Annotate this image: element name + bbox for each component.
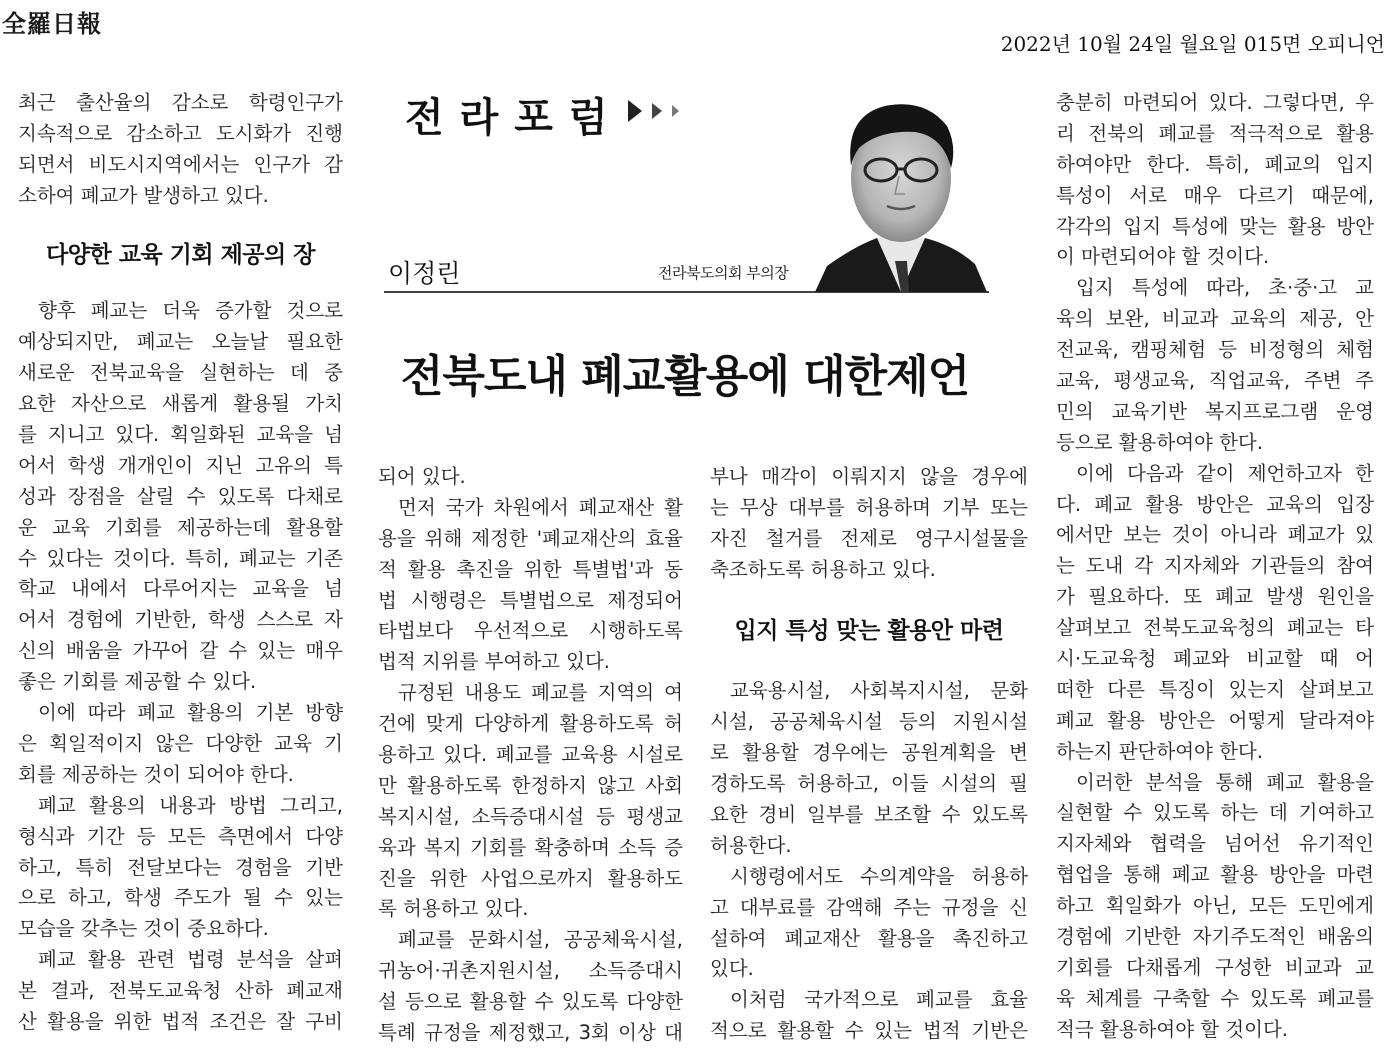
newspaper-masthead: 全羅日報 — [2, 10, 102, 38]
text-line: 타법보다 우선적으로 시행하도록 — [378, 619, 683, 643]
text-line: 적극 활용하여야 할 것이다. — [1056, 1017, 1289, 1041]
article-column-1 — [18, 88, 343, 1038]
text-line: 시·도교육청 폐교와 비교할 때 어 — [1056, 647, 1374, 671]
text-line: 산 활용을 위한 법적 조건은 잘 구비 — [18, 1009, 343, 1033]
article-column-3 — [710, 462, 1028, 1047]
text-line: 교육, 평생교육, 직업교육, 주변 주 — [1056, 369, 1374, 393]
section-title: 전라포럼 — [405, 95, 624, 141]
author-name: 이정린 — [388, 259, 461, 288]
text-line: 하고 획일화가 아닌, 모든 도민에게 — [1056, 894, 1374, 918]
text-line: 는 도내 각 지자체와 기관들의 참여 — [1056, 554, 1374, 578]
section-subhead: 입지 특성 맞는 활용안 마련 — [734, 617, 1004, 644]
text-line: 은 획일적이지 않은 다양한 교육 기 — [18, 731, 343, 755]
text-line: 를 지니고 있다. 획일화된 교육을 넘 — [18, 423, 343, 447]
text-line: 에서만 보는 것이 아니라 폐교가 있 — [1056, 523, 1374, 547]
section-subhead: 다양한 교육 기회 제공의 장 — [46, 241, 315, 268]
article-column-2 — [378, 462, 683, 1049]
text-line: 성과 장점을 살릴 수 있도록 다채로 — [18, 484, 343, 508]
text-line: 지자체와 협력을 넘어선 유기적인 — [1056, 832, 1374, 856]
text-line: 시설, 공공체육시설 등의 지원시설 — [710, 710, 1028, 734]
text-line: 교육용시설, 사회복지시설, 문화 — [730, 679, 1028, 703]
text-line: 되어 있다. — [378, 465, 466, 488]
text-line: 육의 보완, 비교과 교육의 제공, 안 — [1056, 307, 1374, 331]
issue-dateline: 2022년 10월 24일 월요일 015면 오피니언 — [1000, 32, 1385, 56]
text-line: 새로운 전북교육을 실현하는 데 중 — [18, 361, 343, 385]
text-line: 설하여 폐교재산 활용을 촉진하고 — [710, 926, 1028, 950]
text-line: 는 무상 대부를 허용하며 기부 또는 — [710, 495, 1028, 519]
text-line: 허용한다. — [710, 833, 792, 857]
text-line: 고 대부료를 감액해 주는 규정을 신 — [710, 895, 1028, 919]
text-line: 가 필요하다. 또 폐교 발생 원인을 — [1056, 585, 1374, 609]
text-line: 요한 경비 일부를 보조할 수 있도록 — [710, 803, 1028, 827]
text-line: 다. 폐교 활용 방안은 교육의 입장 — [1056, 492, 1374, 516]
author-portrait-photo — [815, 96, 987, 292]
text-line: 시행령에서도 수의계약을 허용하 — [730, 864, 1028, 888]
text-line: 요한 자산으로 새롭게 활용될 가치 — [18, 392, 343, 416]
text-line: 경험에 기반한 자기주도적인 배움의 — [1056, 925, 1374, 949]
text-line: 전교육, 캠핑체험 등 비정형의 체험 — [1056, 338, 1374, 362]
text-line: 소하여 폐교가 발생하고 있다. — [18, 183, 269, 207]
text-line: 복지시설, 소득증대시설 등 평생교 — [378, 804, 683, 828]
section-arrows-icon — [628, 100, 679, 122]
text-line: 축조하도록 허용하고 있다. — [710, 557, 936, 581]
text-line: 진을 위한 사업으로까지 활용하도 — [378, 866, 683, 890]
text-line: 모습을 갖추는 것이 중요하다. — [18, 917, 269, 941]
text-line: 먼저 국가 차원에서 폐교재산 활 — [398, 495, 683, 519]
text-line: 협업을 통해 폐교 활용 방안을 마련 — [1056, 863, 1374, 887]
text-line: 적 활용 촉진을 위한 특별법'과 동 — [378, 557, 683, 581]
text-line: 법 시행령은 특별법으로 제정되어 — [378, 588, 683, 612]
text-line: 이에 다음과 같이 제언하고자 한 — [1076, 461, 1374, 485]
text-line: 경하도록 허용하고, 이들 시설의 필 — [710, 772, 1028, 796]
text-line: 최근 출산율의 감소로 학령인구가 — [18, 91, 343, 114]
text-line: 지속적으로 감소하고 도시화가 진행 — [18, 121, 343, 145]
text-line: 실현할 수 있도록 하는 데 기여하고 — [1056, 801, 1374, 825]
text-line: 특례 규정을 제정했고, 3회 이상 대 — [378, 1021, 683, 1045]
text-line: 폐교 활용 방안은 어떻게 달라져야 — [1056, 708, 1374, 732]
text-line: 형식과 기간 등 모든 측면에서 다양 — [18, 824, 343, 848]
text-line: 자진 철거를 전제로 영구시설물을 — [710, 526, 1028, 550]
text-line: 설 등으로 활용할 수 있도록 다양한 — [378, 990, 683, 1014]
text-line: 운 교육 기회를 제공하는데 활용할 — [18, 515, 343, 539]
text-line: 회를 제공하는 것이 되어야 한다. — [18, 762, 294, 786]
text-line: 되면서 비도시지역에서는 인구가 감 — [18, 152, 343, 176]
text-line: 적으로 활용할 수 있는 법적 기반은 — [710, 1019, 1028, 1043]
text-line: 하는지 판단하여야 한다. — [1056, 739, 1263, 763]
text-line: 각각의 입지 특성에 맞는 활용 방안 — [1056, 214, 1374, 238]
text-line: 충분히 마련되어 있다. 그렇다면, 우 — [1056, 91, 1374, 114]
text-line: 살펴보고 전북도교육청의 폐교는 타 — [1056, 616, 1374, 640]
text-line: 용을 위해 제정한 '폐교재산의 효율 — [378, 526, 683, 550]
text-line: 으로 하고, 학생 주도가 될 수 있는 — [18, 886, 343, 910]
text-line: 있다. — [710, 957, 754, 981]
text-line: 기회를 다채롭게 구성한 비교과 교 — [1056, 955, 1374, 979]
text-line: 향후 폐교는 더욱 증가할 것으로 — [38, 299, 343, 323]
text-line: 특성이 서로 매우 다르기 때문에, — [1056, 183, 1374, 207]
text-line: 폐교를 문화시설, 공공체육시설, — [398, 928, 683, 952]
text-line: 학교 내에서 다루어지는 교육을 넘 — [18, 577, 343, 601]
text-line: 로 활용할 경우에는 공원계획을 변 — [710, 741, 1028, 765]
text-line: 어서 경험에 기반한, 학생 스스로 자 — [18, 608, 343, 632]
text-line: 리 전북의 폐교를 적극적으로 활용 — [1056, 121, 1374, 145]
text-line: 입지 특성에 따라, 초·중·고 교 — [1076, 276, 1374, 300]
text-line: 좋은 기회를 제공할 수 있다. — [18, 670, 257, 694]
text-line: 이러한 분석을 통해 폐교 활용을 — [1076, 770, 1374, 794]
text-line: 신의 배움을 가꾸어 갈 수 있는 매우 — [18, 639, 343, 663]
text-line: 록 허용하고 있다. — [378, 897, 529, 921]
text-line: 이 마련되어야 할 것이다. — [1056, 245, 1270, 269]
text-line: 떠한 다른 특징이 있는지 살펴보고 — [1056, 677, 1374, 701]
text-line: 이처럼 국가적으로 폐교를 효율 — [730, 988, 1028, 1012]
text-line: 이에 따라 폐교 활용의 기본 방향 — [38, 701, 343, 725]
text-line: 건에 맞게 다양하게 활용하도록 허 — [378, 712, 683, 736]
text-line: 법적 지위를 부여하고 있다. — [378, 650, 611, 674]
text-line: 본 결과, 전북도교육청 산하 폐교재 — [18, 979, 343, 1003]
text-line: 규정된 내용도 폐교를 지역의 여 — [398, 681, 683, 705]
text-line: 만 활용하도록 한정하지 않고 사회 — [378, 773, 683, 797]
text-line: 하고, 특히 전달보다는 경험을 기반 — [18, 855, 343, 879]
article-headline: 전북도내 폐교활용에 대한제언 — [400, 351, 970, 402]
text-line: 귀농어·귀촌지원시설, 소득증대시 — [378, 959, 683, 983]
text-line: 용하고 있다. 폐교를 교육용 시설로 — [378, 743, 683, 767]
text-line: 육 체계를 구축할 수 있도록 폐교를 — [1056, 986, 1374, 1010]
text-line: 부나 매각이 이뤄지지 않을 경우에 — [710, 465, 1028, 488]
text-line: 폐교 활용 관련 법령 분석을 살펴 — [38, 948, 343, 972]
text-line: 어서 학생 개개인이 지닌 고유의 특 — [18, 453, 343, 477]
text-line: 폐교 활용의 내용과 방법 그리고, — [38, 793, 343, 817]
text-line: 예상되지만, 폐교는 오늘날 필요한 — [18, 330, 343, 354]
text-line: 육과 복지 기회를 확충하며 소득 증 — [378, 835, 683, 859]
article-column-4 — [1056, 88, 1374, 1046]
text-line: 수 있다는 것이다. 특히, 폐교는 기존 — [18, 546, 343, 570]
text-line: 등으로 활용하여야 한다. — [1056, 430, 1263, 454]
text-line: 하여야만 한다. 특히, 폐교의 입지 — [1056, 152, 1374, 176]
text-line: 민의 교육기반 복지프로그램 운영 — [1056, 399, 1374, 423]
author-title: 전라북도의회 부의장 — [658, 264, 789, 282]
